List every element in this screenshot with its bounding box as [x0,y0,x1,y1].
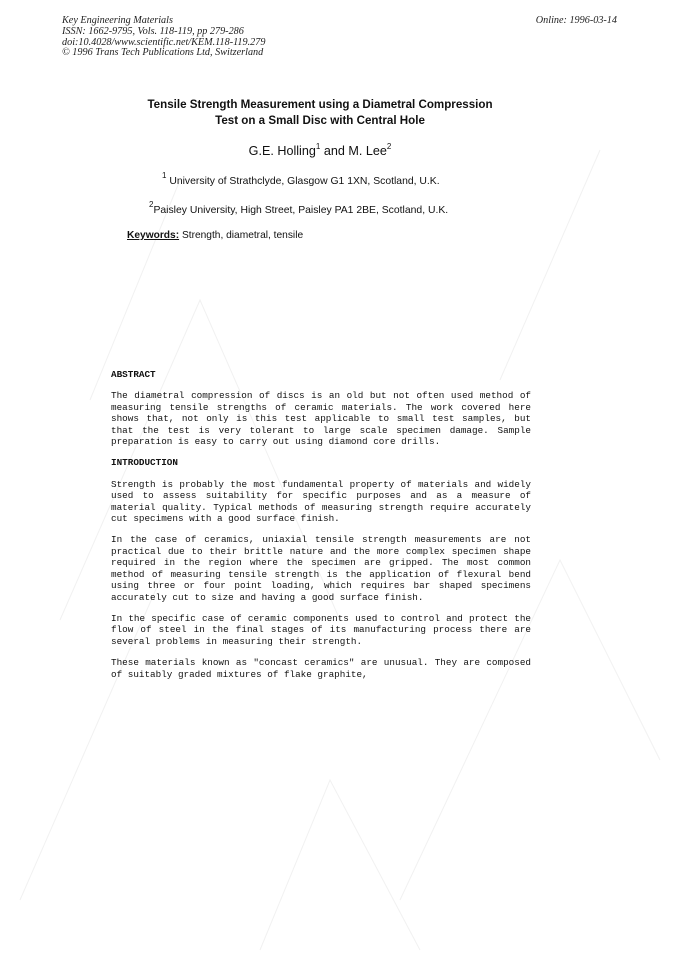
abstract-text: The diametral compression of discs is an old but not often used method of measuring tensile strengths of ceramic materials. The work covered here shows that, not only is this test applicable to small test samples, but that the test is very tolerant to large scale specimen damage. Sample preparation is easy to carry out using diamond core drills. [111,390,531,448]
issn-line: ISSN: 1662-9795, Vols. 118-119, pp 279-286 [62,25,244,37]
copyright-line: © 1996 Trans Tech Publications Ltd, Switzerland [62,47,264,59]
author-1: G.E. Holling [248,144,316,158]
online-date: Online: 1996-03-14 [535,15,617,26]
author-2-affil: 2 [386,142,392,151]
introduction-heading: INTRODUCTION [111,457,178,469]
title-line-2: Test on a Small Disc with Central Hole [215,114,425,127]
journal-name: Key Engineering Materials [62,15,173,26]
affiliation-1-text: University of Strathclyde, Glasgow G1 1XN, Scotland, U.K. [169,176,440,187]
affiliation-1-sup: 1 [162,171,167,180]
abstract-heading: ABSTRACT [111,369,156,380]
doi-line[interactable]: doi:10.4028/www.scientific.net/KEM.118-119.279 [62,36,266,48]
keywords [127,230,303,241]
keywords-text: Strength, diametral, tensile [181,230,304,241]
intro-paragraph: In the case of ceramics, uniaxial tensile strength measurements are not practical due to their brittle nature and the more complex specimen shape required in the region where the specimen are gripped. The most common method of measuring tensile strength is the application of flexural bend using three or four point loading, which requires bar shaped specimens accurately cut to size and having a good surface finish. [111,534,531,603]
intro-paragraph: Strength is probably the most fundamental property of materials and widely used to assess suitability for specific purposes and as a measure of material quality. Typical methods of measuring strength require accurately cut specimens with a good surface finish. [111,478,531,525]
author-2: M. Lee [348,144,387,158]
keywords-label: Keywords: [127,230,180,241]
affiliation-2-sup: 2 [149,200,154,209]
affiliation-2-text: Paisley University, High Street, Paisley PA1 2BE, Scotland, U.K. [153,205,449,216]
author-1-affil: 1 [315,142,321,151]
author-and: and [323,144,345,158]
affiliation-2 [149,200,449,216]
title-line-1: Tensile Strength Measurement using a Diametral Compression [147,98,493,111]
paper-body [111,369,531,690]
paper-title [60,97,580,129]
intro-paragraph: These materials known as "concast ceramics" are unusual. They are composed of suitably graded mixtures of flake graphite, [111,657,531,680]
author-line [60,144,580,158]
journal-header [62,16,265,59]
intro-paragraph: In the specific case of ceramic components used to control and protect the flow of steel in the final stages of its manufacturing process there are several problems in measuring their strength. [111,612,531,647]
affiliation-1 [162,171,440,187]
